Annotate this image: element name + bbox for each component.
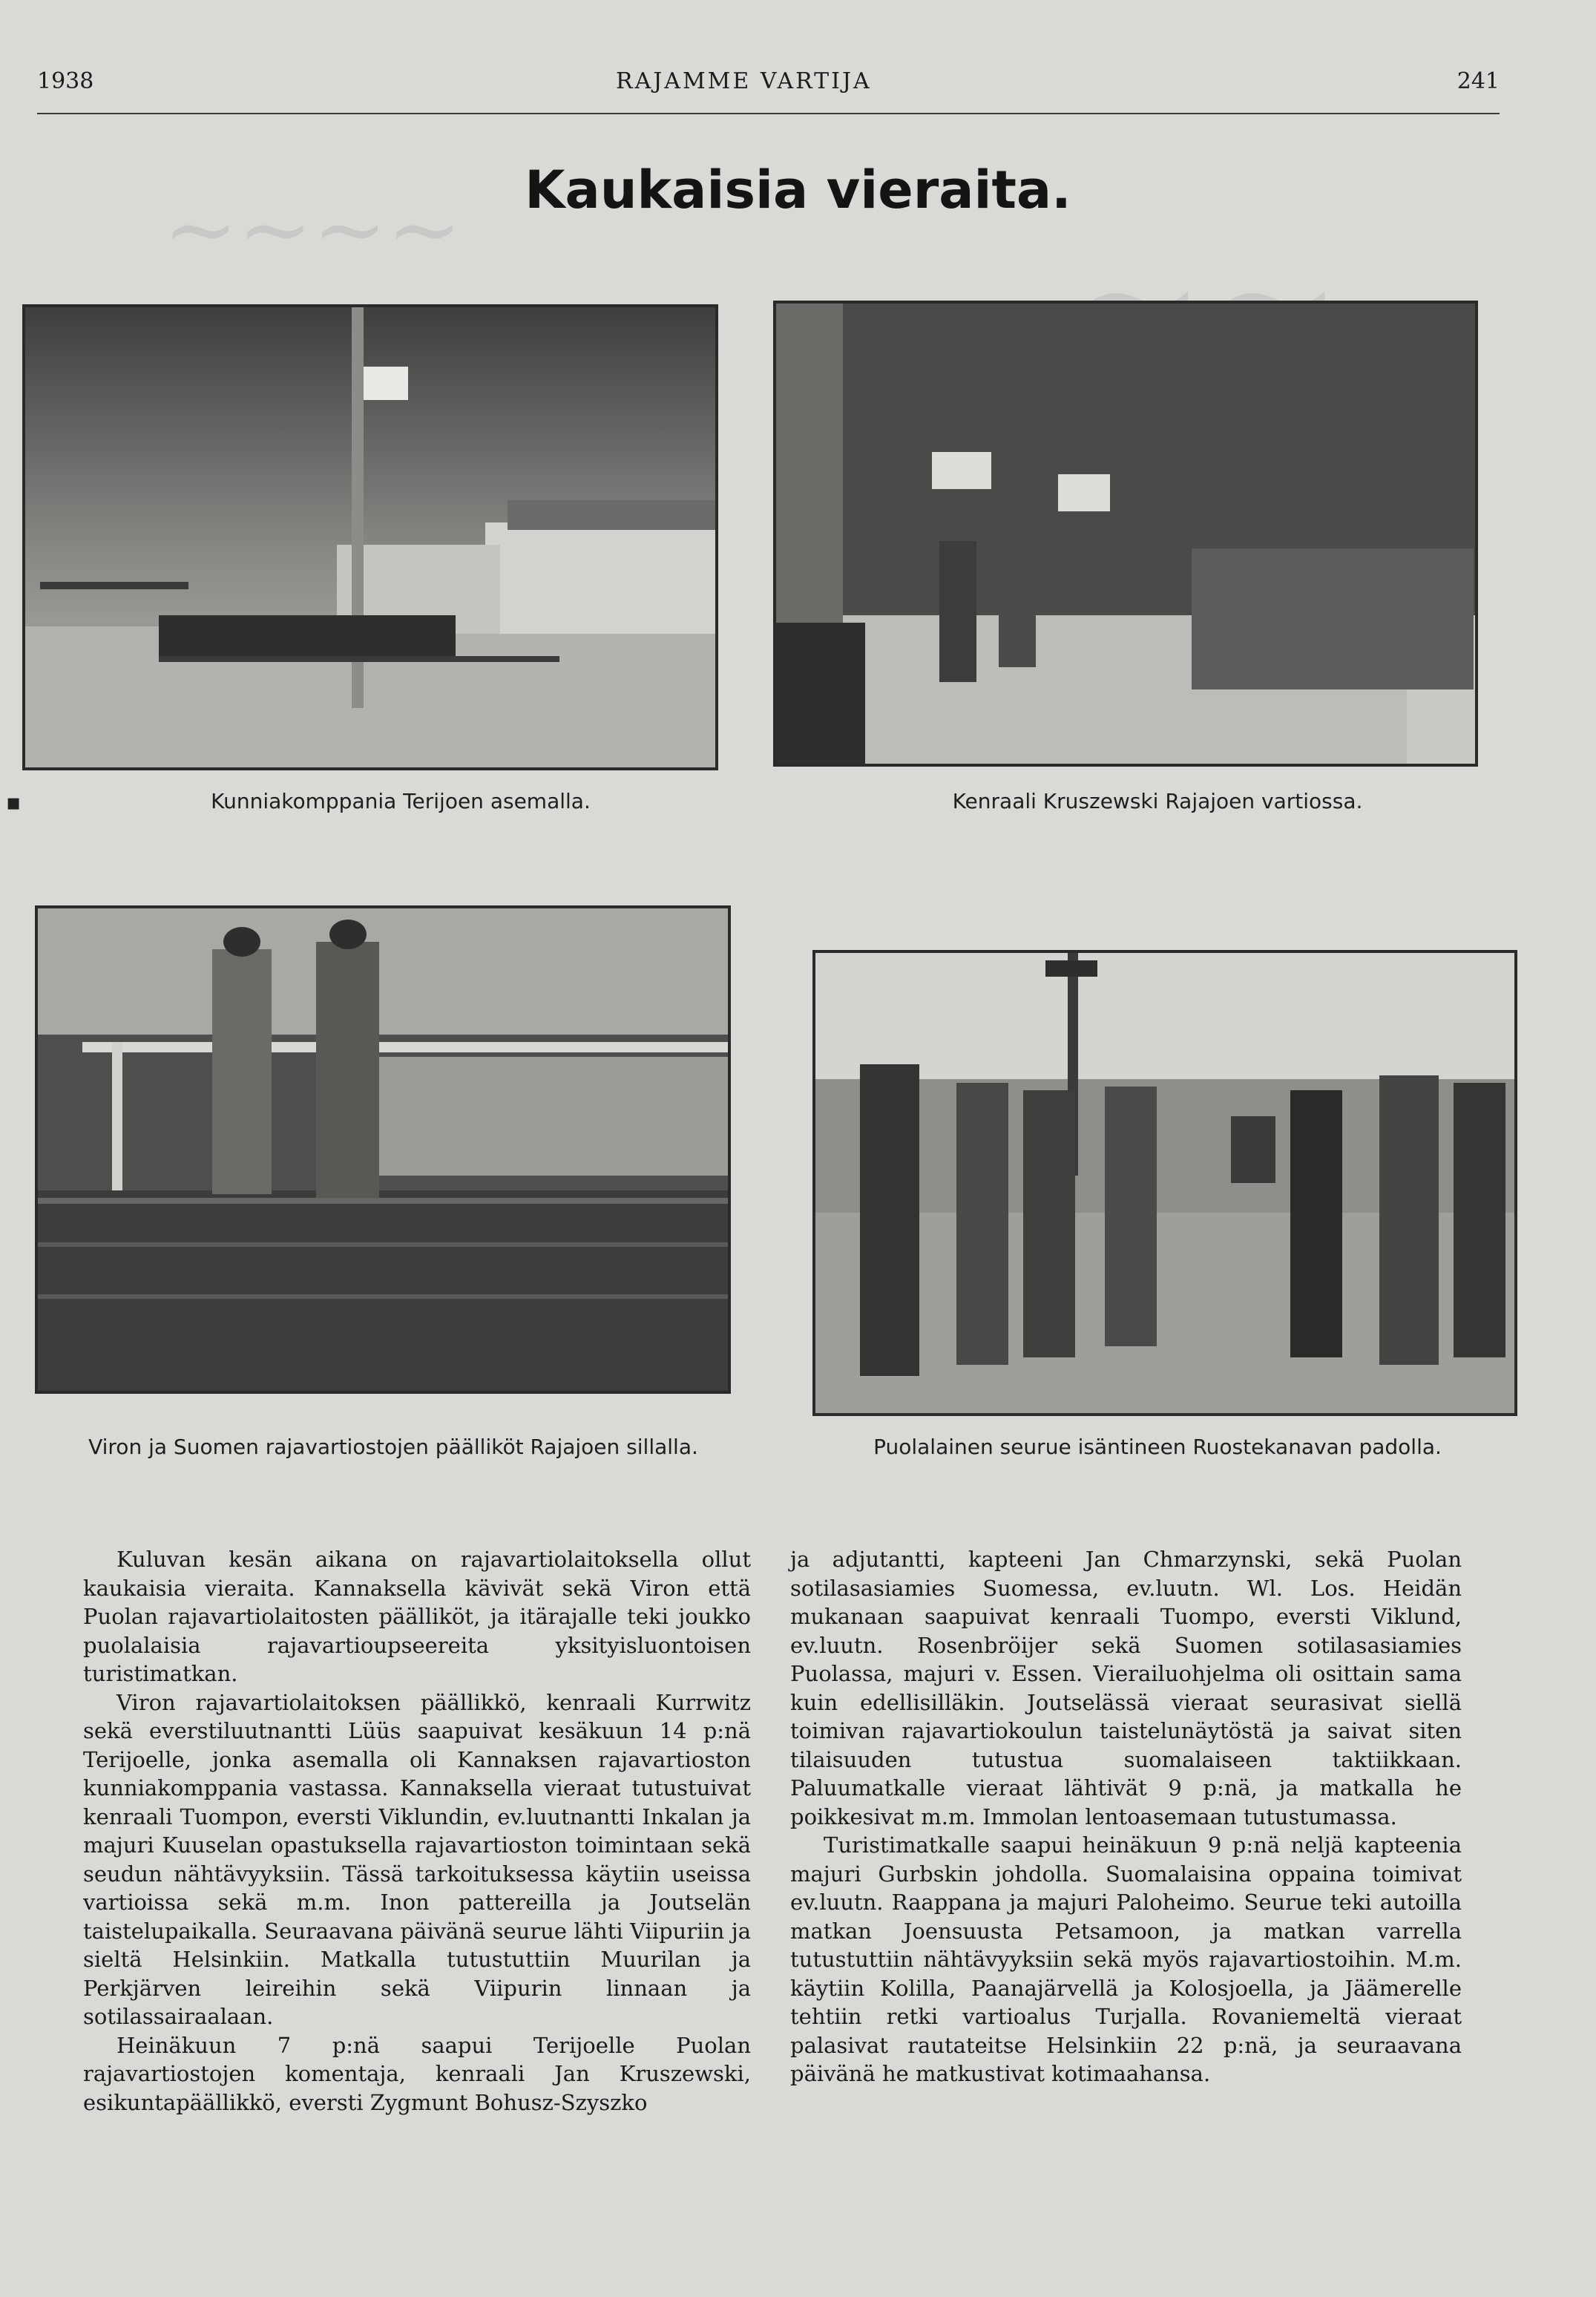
header-year: 1938 [37,68,94,94]
header-page-number: 241 [1457,68,1500,94]
body-paragraph: Viron rajavartiolaitoksen päällikkö, kenraali Kurrwitz sekä everstiluutnantti Lüüs saapuivat kesäkuun 14 p:nä Terijoelle, jonka asemalla oli Kannaksen rajavartioston kunniakomppania vastassa. Kannaksella vieraat tutustuivat kenraali Tuompon, eversti Viklundin, ev.luutnantti Inkalan ja majuri Kuuselan opastuksella rajavartioston toimintaan sekä seudun nähtävyyksiin. Tässä tarkoituksessa käytiin useissa vartioissa sekä m.m. Inon pattereilla ja Joutselän taistelupaikalla. Seuraavana päivänä seurue lähti Viipuriin ja sieltä Helsinkiin. Matkalla tutustuttiin Muurilan ja Perkjärven leireihin sekä Viipurin linnaan ja sotilassairaalaan. [83,1689,751,2029]
body-paragraph: Turistimatkalle saapui heinäkuun 9 p:nä neljä kapteenia majuri Gurbskin johdolla. Suomalaisina oppaina toimivat ev.luutn. Raappana ja majuri Paloheimo. Seurue teki autoilla matkan Joensuusta Petsamoon, ja matkan varrella tutustuttiin nähtävyyksiin sekä myös rajavartiostoihin. M.m. käytiin Kolilla, Paanajärvellä ja Kolosjoella, ja Jäämerelle tehtiin retki vartioalus Turjalla. Rovaniemeltä vieraat palasivat rautateitse Helsinkiin 22 p:nä, ja seuraavana päivänä he matkustivat kotimaahansa. [790,1832,1462,2086]
photo-chiefs-on-bridge [35,905,731,1394]
photo-general-outpost [773,301,1478,767]
photo-caption: Puolalainen seurue isäntineen Ruostekanavan padolla. [873,1435,1442,1459]
margin-mark: ▪ [6,790,22,816]
body-paragraph: Kuluvan kesän aikana on rajavartiolaitoksella ollut kaukaisia vieraita. Kannaksella kävivät sekä Viron että Puolan rajavartiolaitosten päälliköt, ja itärajalle teki joukko puolalaisia rajavartioupseereita yksityisluontoisen turistimatkan. [83,1547,751,1686]
running-header [37,68,1500,114]
body-paragraph: Heinäkuun 7 p:nä saapui Terijoelle Puolan rajavartiostojen komentaja, kenraali Jan Kruszewski, esikuntapäällikkö, eversti Zygmunt Bohusz-Szyszko [83,2032,751,2115]
photo-caption: Kenraali Kruszewski Rajajoen vartiossa. [952,789,1363,813]
photo-honor-company [22,304,718,770]
header-journal-title: RAJAMME VARTIJA [616,68,872,94]
bleed-through-text: ~~~~ [163,178,462,281]
article-title: Kaukaisia vieraita. [525,160,1071,220]
article-column-right [790,1545,1462,2088]
body-paragraph: ja adjutantti, kapteeni Jan Chmarzynski, sekä Puolan sotilasasiamies Suomessa, ev.luutn. Wl. Los. Heidän mukanaan saapuivat kenraali Tuompo, eversti Viklund, ev.luutn. Rosenbröijer sekä Suomen sotilasasiamies Puolassa, majuri v. Essen. Vierailuohjelma oli osittain sama kuin edellisilläkin. Joutselässä vieraat seurasivat siellä toimivan rajavartiokoulun taistelunäytöstä ja saivat siten tilaisuuden tutustua suomalaiseen taktiikkaan. Paluumatkalle vieraat lähtivät 9 p:nä, ja matkalla he poikkesivat m.m. Immolan lentoasemaan tutustumassa. [790,1547,1462,1829]
photo-caption: Kunniakomppania Terijoen asemalla. [211,789,591,813]
photo-caption: Viron ja Suomen rajavartiostojen päälliköt Rajajoen sillalla. [88,1435,698,1459]
photo-polish-party-dam [812,950,1517,1416]
article-column-left [83,1545,751,2117]
